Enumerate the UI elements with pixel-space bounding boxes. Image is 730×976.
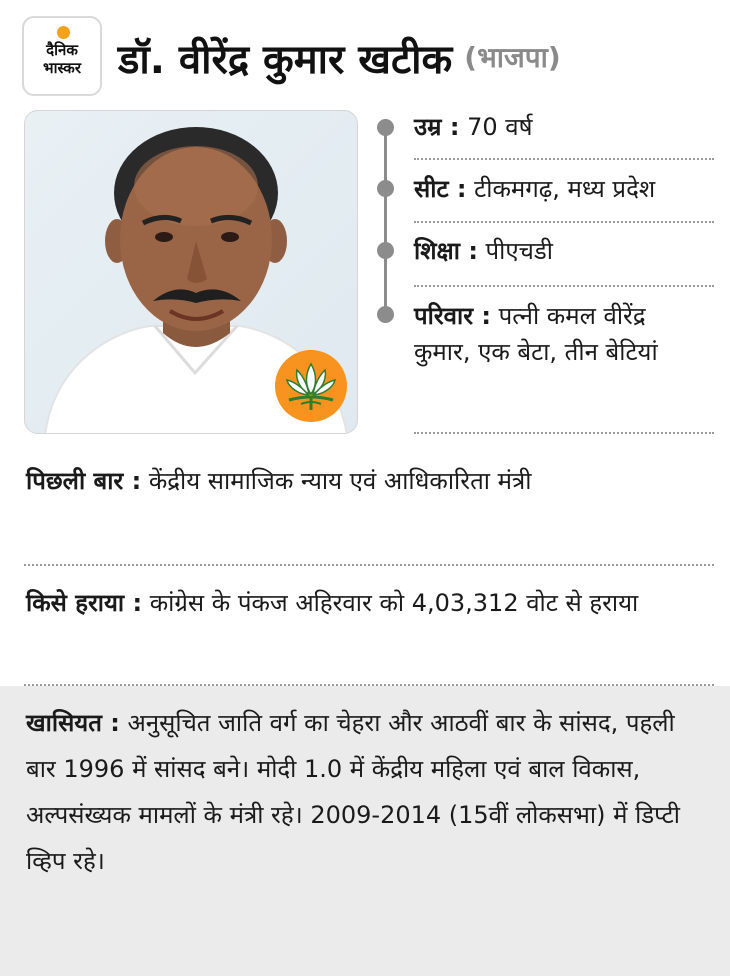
candidate-name: डॉ. वीरेंद्र कुमार खटीक bbox=[118, 36, 453, 83]
defeated-value: कांग्रेस के पंकज अहिरवार को 4,03,312 वोट से हराया bbox=[142, 589, 639, 617]
detail-label: परिवार : bbox=[414, 302, 491, 330]
divider bbox=[414, 285, 714, 287]
detail-family bbox=[414, 298, 689, 370]
party-symbol-badge bbox=[275, 350, 347, 422]
sun-icon bbox=[57, 26, 70, 39]
lotus-icon bbox=[275, 350, 347, 422]
logo-line2: भास्कर bbox=[43, 59, 81, 77]
divider bbox=[414, 432, 714, 434]
detail-seat bbox=[414, 172, 714, 206]
speciality-text bbox=[26, 700, 710, 884]
detail-age bbox=[414, 110, 714, 144]
timeline-line bbox=[384, 124, 387, 320]
detail-label: उम्र : bbox=[414, 113, 460, 141]
detail-label: शिक्षा : bbox=[414, 237, 478, 265]
detail-value: पत्नी कमल वीरेंद्र कुमार, एक बेटा, तीन बेटियां bbox=[414, 302, 658, 366]
timeline-dot bbox=[377, 180, 394, 197]
previous-term bbox=[26, 462, 710, 500]
previous-label: पिछली बार : bbox=[26, 467, 142, 495]
speciality-label: खासियत : bbox=[26, 709, 120, 737]
previous-value: केंद्रीय सामाजिक न्याय एवं आधिकारिता मंत्री bbox=[141, 467, 532, 495]
divider bbox=[414, 221, 714, 223]
timeline-dot bbox=[377, 306, 394, 323]
party-name: (भाजपा) bbox=[464, 41, 561, 74]
detail-value: टीकमगढ़, मध्य प्रदेश bbox=[466, 175, 656, 203]
detail-label: सीट : bbox=[414, 175, 467, 203]
defeated-whom bbox=[26, 584, 710, 622]
timeline-dot bbox=[377, 242, 394, 259]
logo-line1: दैनिक bbox=[46, 41, 78, 59]
divider bbox=[414, 158, 714, 160]
detail-value: 70 वर्ष bbox=[459, 113, 533, 141]
dainik-bhaskar-logo bbox=[22, 16, 102, 96]
detail-education bbox=[414, 234, 714, 268]
speciality-value: अनुसूचित जाति वर्ग का चेहरा और आठवीं बार के सांसद, पहली बार 1996 में सांसद बने। मोदी 1.0 में केंद्रीय महिला एवं बाल विकास, अल्पसंख्यक मामलों के मंत्री रहे। 2009-2014 (15वीं लोकसभा) में डिप्टी व्हिप रहे। bbox=[26, 709, 680, 875]
divider bbox=[24, 564, 714, 566]
defeated-label: किसे हराया : bbox=[26, 589, 143, 617]
detail-value: पीएचडी bbox=[477, 237, 553, 265]
page-title bbox=[118, 24, 561, 90]
timeline-dot bbox=[377, 119, 394, 136]
speciality-panel bbox=[0, 686, 730, 976]
